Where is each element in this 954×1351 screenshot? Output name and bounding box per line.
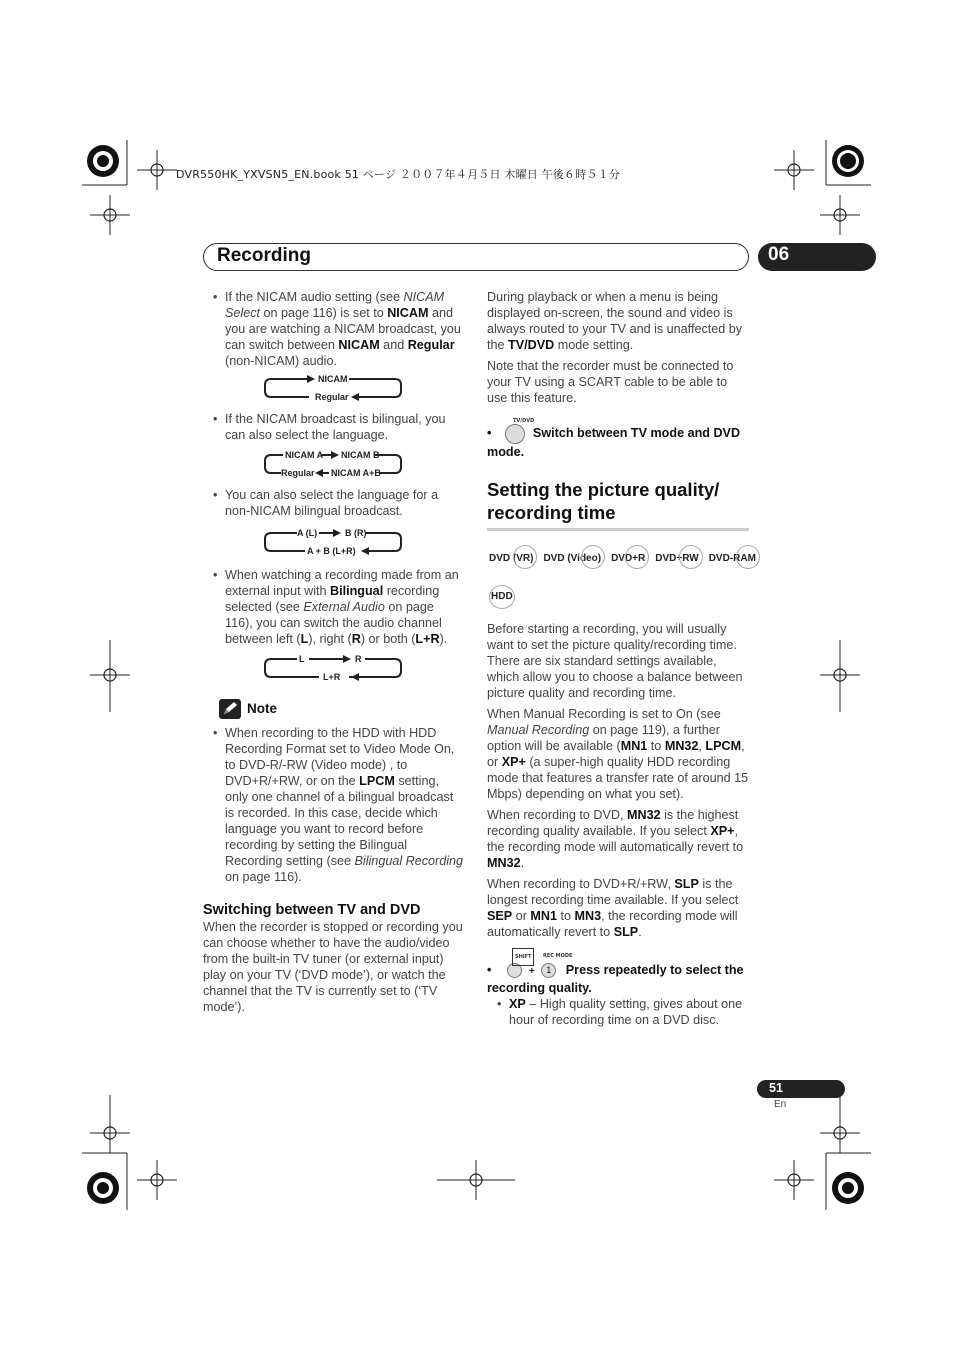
svg-text:A (L): A (L) [297, 528, 318, 538]
disc-dvd-ram: DVD-RAM [707, 551, 758, 567]
svg-text:B (R): B (R) [345, 528, 367, 538]
disc-dvd-plus-r: DVD+R [609, 551, 647, 567]
note-heading: Note [219, 699, 465, 719]
dvd-quality-paragraph: When recording to DVD, MN32 is the highest recording quality available. If you select XP+, the recording mode will automatically revert to MN32. [487, 808, 744, 870]
file-info-header: DVR550HK_YXVSN5_EN.book 51 ページ ２００７年４月５日 木曜日 午後６時５１分 [176, 168, 621, 181]
right-column [487, 289, 756, 1028]
section-title-bar [203, 243, 749, 271]
dvd-plus-paragraph: When recording to DVD+R/+RW, SLP is the longest recording time available. If you select SEP or MN1 to MN3, the recording mode will automatically revert to SLP. [487, 877, 739, 939]
manual-recording-paragraph: When Manual Recording is set to On (see Manual Recording on page 119), a further option will be available (MN1 to MN32, LPCM, or XP+ (a super-high quality HDD recording mode that features a transfer rate of around 15 Mbps) depending on what you set). [487, 707, 749, 801]
nicam-bullet-3: • You can also select the language for a non-NICAM bilingual broadcast. [203, 487, 465, 519]
tvdvd-button-label: TV/DVD [513, 418, 535, 424]
svg-text:L+R: L+R [323, 672, 341, 682]
svg-text:Regular: Regular [315, 392, 349, 402]
switching-heading: Switching between TV and DVD [203, 902, 421, 918]
picture-quality-heading: Setting the picture quality/ recording time [487, 478, 749, 531]
svg-text:Regular: Regular [281, 468, 315, 478]
chapter-badge [758, 243, 876, 271]
intro-paragraph: Before starting a recording, you will usually want to set the picture quality/recording time. There are six standard settings available, which allow you to choose a balance between picture quality and recording time. [487, 622, 743, 700]
chapter-number: 06 [768, 244, 790, 265]
disc-type-bar [487, 551, 756, 567]
disc-dvd-plus-rw: DVD+RW [653, 551, 700, 567]
svg-text:NICAM A+B: NICAM A+B [331, 468, 381, 478]
nicam-bullet-2: • If the NICAM broadcast is bilingual, you can also select the language. [203, 411, 465, 443]
note-bullet: • When recording to the HDD with HDD Recording Format set to Video Mode On, to DVD-R/-RW (Video mode) , to DVD+R/+RW, or on the LPCM setting, only one channel of a bilingual broadcast is recorded. In this case, decide which language you want to record before recording by setting the Bilingual Recording setting (see Bilingual Recording on page 116). [203, 725, 465, 885]
nicam-bullet-1: • If the NICAM audio setting (see NICAM Select on page 116) is set to NICAM and you are watching a NICAM broadcast, you can switch between NICAM and Regular (non-NICAM) audio. [203, 289, 465, 369]
page-number-badge [757, 1080, 845, 1098]
nicam-regular-diagram [263, 371, 465, 409]
lr-diagram [263, 651, 465, 689]
nicam-bilingual-diagram [263, 447, 465, 485]
disc-dvd-video: DVD (Video) [541, 551, 603, 567]
svg-text:NICAM B: NICAM B [341, 450, 380, 460]
section-title: Recording [217, 245, 311, 266]
external-audio-bullet: • When watching a recording made from an external input with Bilingual recording selected (see External Audio on page 116), you can switch the audio channel between left (L), right (R) or both (L+R). [203, 567, 465, 647]
scart-text: Note that the recorder must be connected to your TV using a SCART cable to be able to use this feature. [487, 359, 734, 405]
svg-text:L: L [299, 654, 305, 664]
shift-label: SHIFT [512, 948, 534, 966]
disc-dvd-vr: DVD (VR) [487, 551, 535, 567]
tvdvd-step: TV/DVD • Switch between TV mode and DVD mode. [487, 424, 749, 461]
svg-text:NICAM A: NICAM A [285, 450, 324, 460]
rec-mode-step: SHIFT REC MODE • + 1 Press repeatedly to select the recording quality. [487, 962, 749, 996]
left-column [203, 289, 465, 1020]
language-code: En [774, 1099, 787, 1110]
svg-text:A + B (L+R): A + B (L+R) [307, 546, 356, 556]
page-number: 51 [769, 1081, 783, 1095]
svg-text:R: R [355, 654, 362, 664]
rec-mode-label: REC MODE [543, 953, 573, 959]
playback-text: During playback or when a menu is being displayed on-screen, the sound and video is always routed to your TV and is unaffected by the TV/DVD mode setting. [487, 290, 743, 352]
xp-bullet: • XP – High quality setting, gives about one hour of recording time on a DVD disc. [497, 997, 743, 1027]
bilingual-ab-diagram [263, 525, 465, 563]
note-pencil-icon [219, 699, 241, 719]
rec-mode-button-icon: 1 [541, 963, 556, 978]
switching-text: When the recorder is stopped or recording you can choose whether to have the audio/video from the built-in TV tuner (or external input) play on your TV (‘DVD mode’), or watch the channel that the TV is currently set to (‘TV mode’). [203, 920, 463, 1014]
svg-text:NICAM: NICAM [318, 374, 348, 384]
hdd-tag: HDD [491, 589, 513, 605]
